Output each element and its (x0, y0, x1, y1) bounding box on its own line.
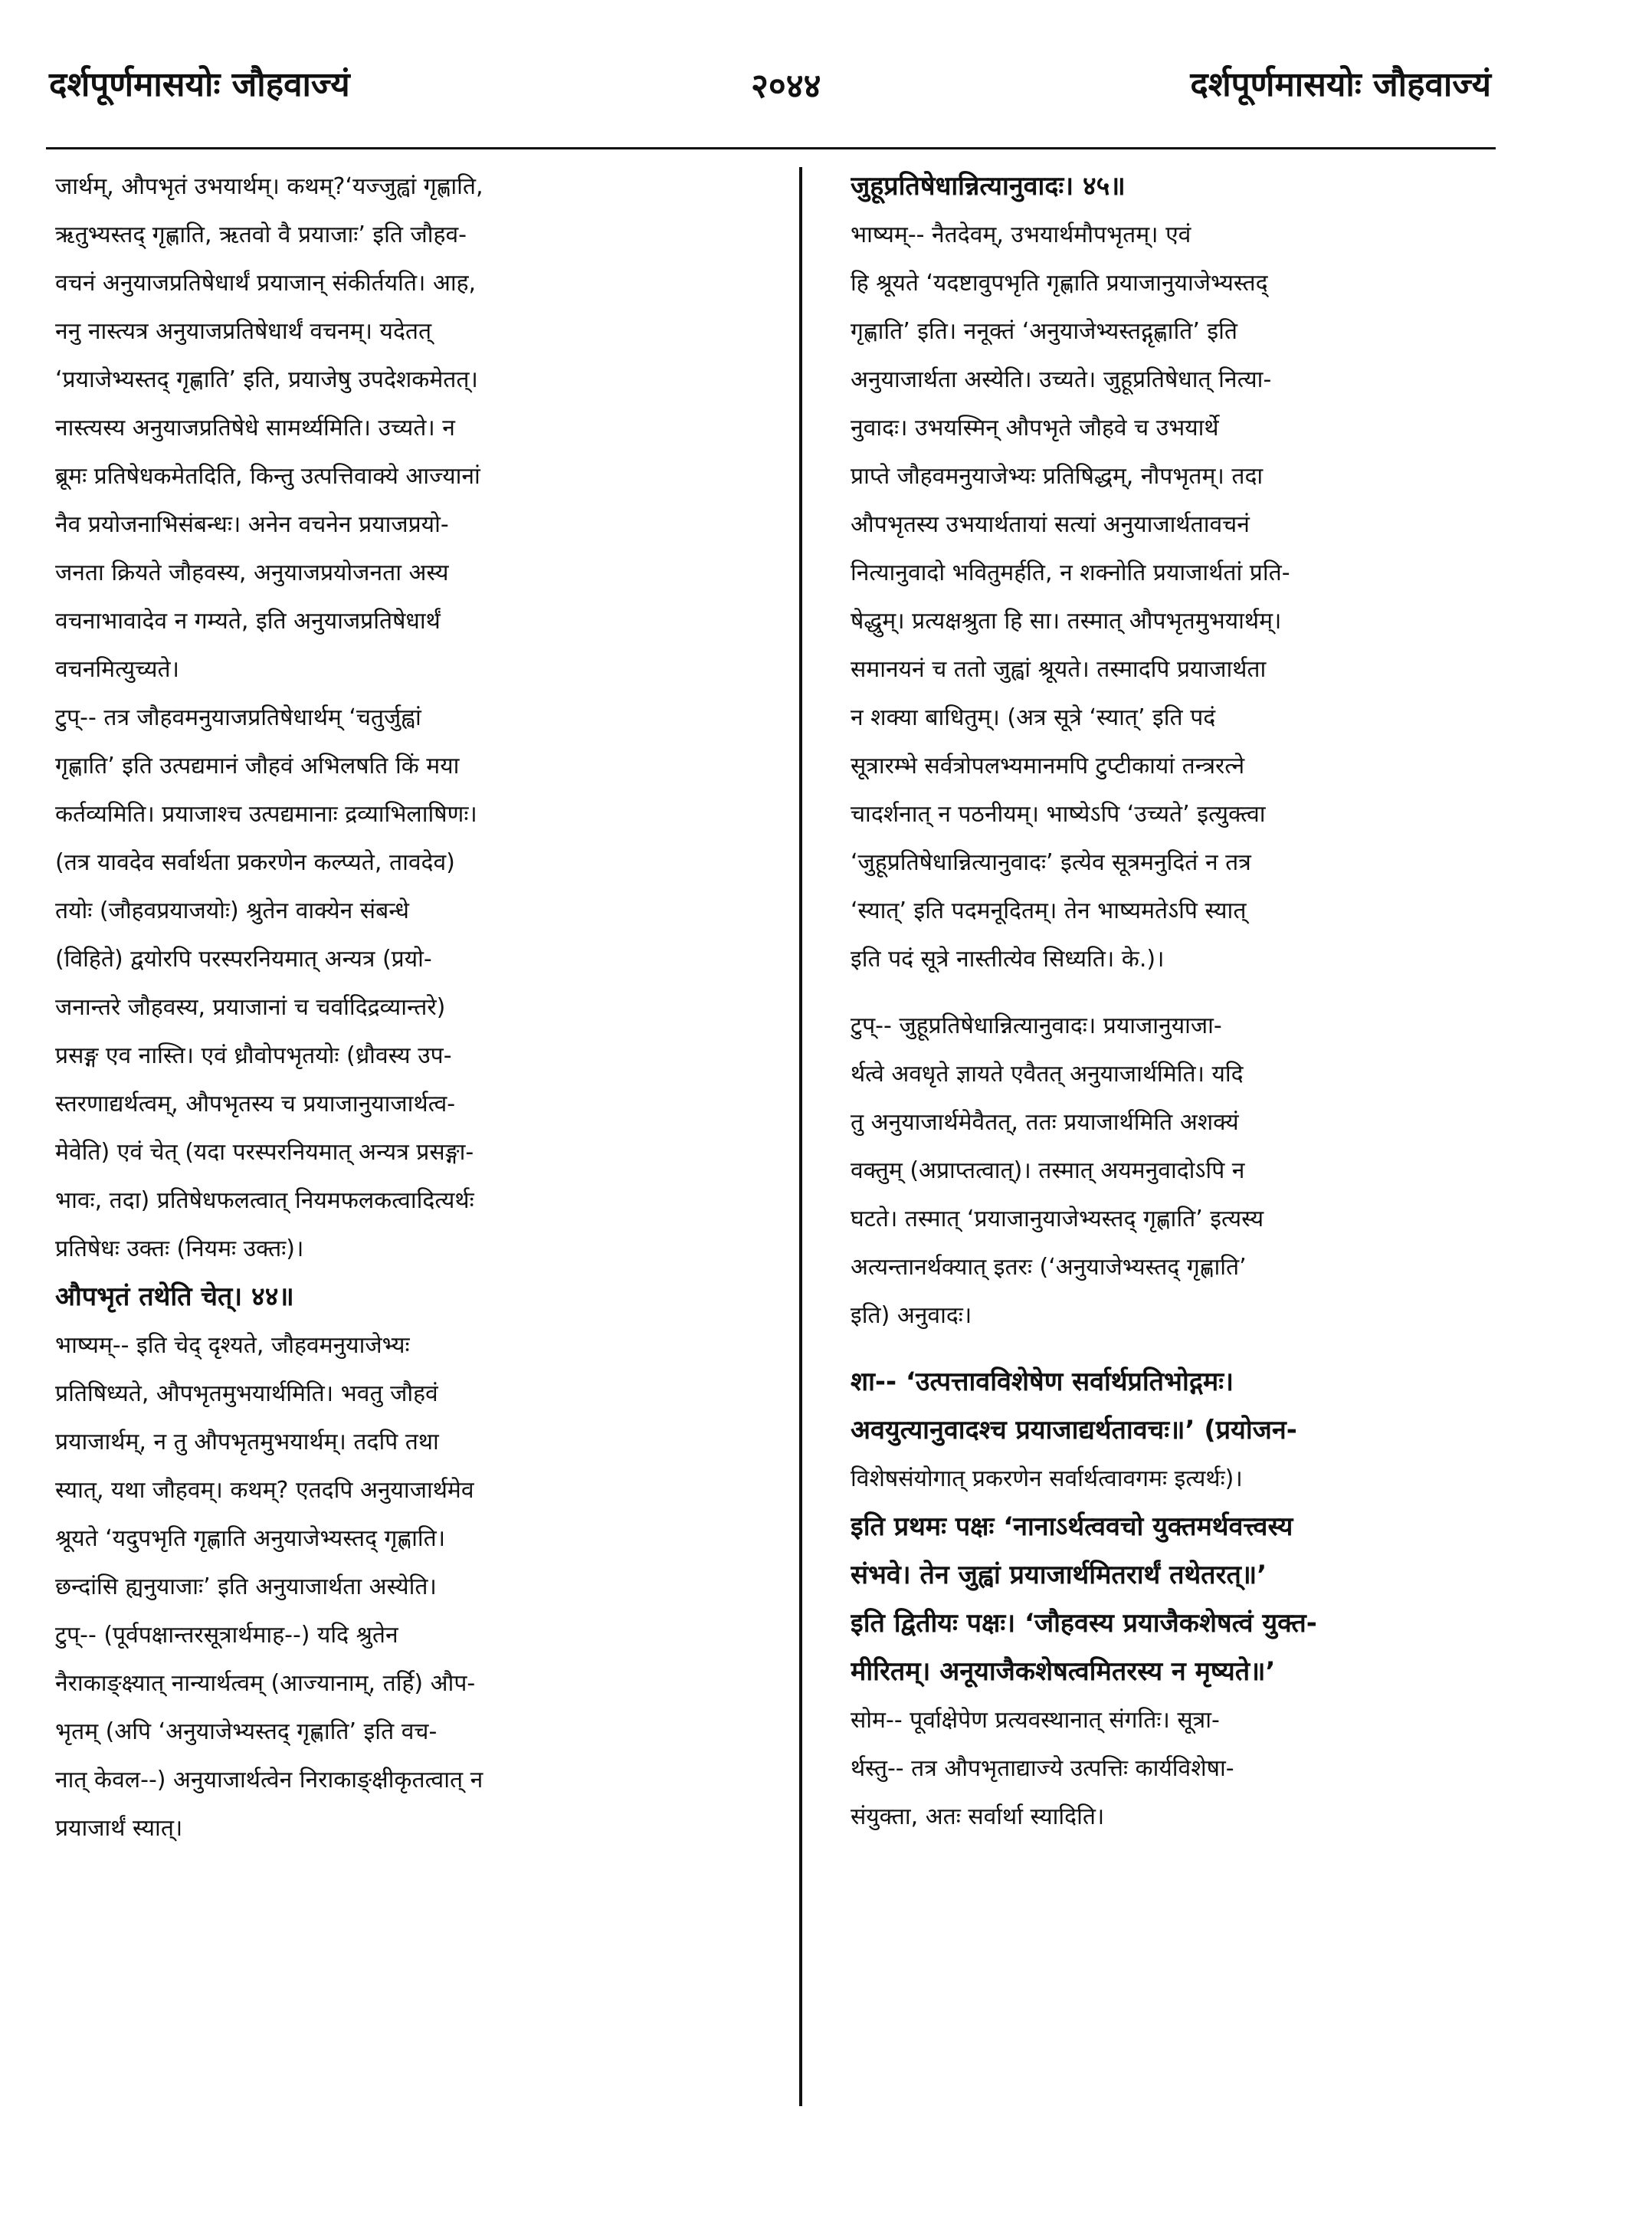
commentary-line: टुप्-- तत्र जौहवमनुयाजप्रतिषेधार्थम् ‘चतुर्जुह्वां (55, 704, 421, 731)
text-line: अनुयाजार्थता अस्येति। उच्यते। जुहूप्रतिषेधात् नित्या- (851, 366, 1272, 393)
text-line: कर्तव्यमिति। प्रयाजाश्च उत्पद्यमानाः द्रव्याभिलाषिणः। (55, 801, 477, 828)
text-line: प्रसङ्ग एव नास्ति। एवं ध्रौवोपभृतयोः (ध्रौवस्य उप- (55, 1042, 452, 1069)
text-line: भृतम् (अपि ‘अनुयाजेभ्यस्तद् गृह्णाति’ इति वच- (55, 1718, 438, 1745)
text-line: नास्त्यस्य अनुयाजप्रतिषेधे सामर्थ्यमिति। उच्यते। न (55, 415, 455, 441)
text-line: नित्यानुवादो भवितुमर्हति, न शक्नोति प्रयाजार्थतां प्रति- (851, 559, 1290, 586)
text-line: प्राप्ते जौहवमनुयाजेभ्यः प्रतिषिद्धम्, नौपभृतम्। तदा (851, 463, 1264, 490)
text-line: इति) अनुवादः। (851, 1302, 972, 1329)
text-line: ननु नास्त्यत्र अनुयाजप्रतिषेधार्थं वचनम्। यदेतत् (55, 318, 432, 345)
verse-line: मीरितम्। अनूयाजैकशेषत्वमितरस्य न मृष्यते॥’ (851, 1656, 1276, 1687)
text-line: इति पदं सूत्रे नास्तीत्येव सिध्यति। के.)। (851, 946, 1165, 973)
sutra-heading: जुहूप्रतिषेधान्नित्यानुवादः। ४५॥ (851, 171, 1126, 202)
text-line: गृह्णाति’ इति उत्पद्यमानं जौहवं अभिलषति किं मया (55, 753, 460, 779)
text-line: तु अनुयाजार्थमेवैतत्, ततः प्रयाजार्थमिति अशक्यं (851, 1109, 1239, 1136)
commentary-line: टुप्-- (पूर्वपक्षान्तरसूत्रार्थमाह--) यदि श्रुतेन (55, 1622, 398, 1649)
text-line: (विहिते) द्वयोरपि परस्परनियमात् अन्यत्र (प्रयो- (55, 946, 432, 973)
text-line: नैव प्रयोजनाभिसंबन्धः। अनेन वचनेन प्रयाजप्रयो- (55, 511, 449, 538)
text-line: समानयनं च ततो जुह्वां श्रूयते। तस्मादपि प्रयाजार्थता (851, 656, 1267, 683)
text-line: (तत्र यावदेव सर्वार्थता प्रकरणेन कल्प्यते, तावदेव) (55, 849, 455, 876)
text-line: वचनाभावादेव न गम्यते, इति अनुयाजप्रतिषेधार्थं (55, 608, 441, 635)
text-line: श्रूयते ‘यदुपभृति गृह्णाति अनुयाजेभ्यस्तद् गृह्णाति। (55, 1525, 446, 1552)
bhashya-line: भाष्यम्-- इति चेद् दृश्यते, जौहवमनुयाजेभ्यः (55, 1332, 410, 1359)
text-line: औपभृतस्य उभयार्थतायां सत्यां अनुयाजार्थतावचनं (851, 511, 1250, 538)
text-line: जनता क्रियते जौहवस्य, अनुयाजप्रयोजनता अस्य (55, 559, 449, 586)
text-line: छन्दांसि ह्यनुयाजाः’ इति अनुयाजार्थता अस्येति। (55, 1573, 437, 1600)
text-line: वक्तुम् (अप्राप्तत्वात्)। तस्मात् अयमनुवादोऽपि न (851, 1157, 1245, 1184)
left-column (55, 162, 768, 2125)
text-line: तयोः (जौहवप्रयाजयोः) श्रुतेन वाक्येन संबन्धे (55, 897, 409, 924)
text-line: प्रतिषेधः उक्तः (नियमः उक्तः)। (55, 1235, 304, 1262)
text-line: हि श्रूयते ‘यदष्टावुपभृति गृह्णाति प्रयाजानुयाजेभ्यस्तद् (851, 270, 1268, 297)
paragraph-gap (851, 983, 1563, 1002)
commentary-line: टुप्-- जुहूप्रतिषेधान्नित्यानुवादः। प्रयाजानुयाजा- (851, 1012, 1222, 1039)
text-line: नुवादः। उभयस्मिन् औपभृते जौहवे च उभयार्थे (851, 415, 1219, 441)
text-line: जार्थम्, औपभृतं उभयार्थम्। कथम्?‘यज्जुह्वां गृह्णाति, (55, 173, 483, 200)
text-line: ‘प्रयाजेभ्यस्तद् गृह्णाति’ इति, प्रयाजेषु उपदेशकमेतत्। (55, 366, 478, 393)
text-line: मेवेति) एवं चेत् (यदा परस्परनियमात् अन्यत्र प्रसङ्गा- (55, 1139, 474, 1166)
verse-line: अवयुत्यानुवादश्च प्रयाजाद्यर्थतावचः॥’ (प्रयोजन- (851, 1415, 1297, 1445)
text-line: संयुक्ता, अतः सर्वार्था स्यादिति। (851, 1803, 1105, 1830)
text-line: घटते। तस्मात् ‘प्रयाजानुयाजेभ्यस्तद् गृह्णाति’ इत्यस्य (851, 1206, 1264, 1232)
paragraph-gap (851, 1340, 1563, 1358)
verse-line: संभवे। तेन जुह्वां प्रयाजार्थमितरार्थं तथेतरत्॥’ (851, 1560, 1267, 1590)
right-column (851, 162, 1563, 2125)
text-line: प्रयाजार्थं स्यात्। (55, 1815, 183, 1842)
running-header (0, 54, 1652, 138)
text-line: सूत्रारम्भे सर्वत्रोपलभ्यमानमपि टुप्टीकायां तन्त्ररत्ने (851, 753, 1245, 779)
text-line: र्थस्तु-- तत्र औपभृताद्याज्ये उत्पत्तिः कार्यविशेषा- (851, 1755, 1234, 1782)
text-line: भावः, तदा) प्रतिषेधफलत्वात् नियमफलकत्वादित्यर्थः (55, 1187, 474, 1214)
page-number: २०४४ (751, 67, 821, 106)
text-line: प्रयाजार्थम्, न तु औपभृतमुभयार्थम्। तदपि तथा (55, 1429, 439, 1455)
text-line: अत्यन्तानर्थक्यात् इतरः (‘अनुयाजेभ्यस्तद् गृह्णाति’ (851, 1254, 1247, 1281)
text-line: ‘स्यात्’ इति पदमनूदितम्। तेन भाष्यमतेऽपि स्यात् (851, 897, 1247, 924)
text-line: चादर्शनात् न पठनीयम्। भाष्येऽपि ‘उच्यते’ इत्युक्त्वा (851, 801, 1266, 828)
text-line: ऋतुभ्यस्तद् गृह्णाति, ऋतवो वै प्रयाजाः’ इति जौहव- (55, 221, 467, 248)
soma-line: सोम-- पूर्वाक्षेपेण प्रत्यवस्थानात् संगतिः। सूत्रा- (851, 1707, 1220, 1734)
header-left-title: दर्शपूर्णमासयोः जौहवाज्यं (49, 65, 350, 104)
header-right-title: दर्शपूर्णमासयोः जौहवाज्यं (1190, 65, 1491, 104)
text-line: स्तरणाद्यर्थत्वम्, औपभृतस्य च प्रयाजानुयाजार्थत्व- (55, 1091, 456, 1117)
text-line: ‘जुहूप्रतिषेधान्नित्यानुवादः’ इत्येव सूत्रमनुदितं न तत्र (851, 849, 1251, 876)
bhashya-line: भाष्यम्-- नैतदेवम्, उभयार्थमौपभृतम्। एवं (851, 221, 1191, 248)
text-line: प्रतिषिध्यते, औपभृतमुभयार्थमिति। भवतु जौहवं (55, 1380, 438, 1407)
sutra-heading: औपभृतं तथेति चेत्। ४४॥ (55, 1281, 294, 1312)
text-line: र्थत्वे अवधृते ज्ञायते एवैतत् अनुयाजार्थमिति। यदि (851, 1061, 1244, 1088)
text-line: वचनं अनुयाजप्रतिषेधार्थं प्रयाजान् संकीर्तयति। आह, (55, 270, 477, 297)
text-line: षेद्धुम्। प्रत्यक्षश्रुता हि सा। तस्मात् औपभृतमुभयार्थम्। (851, 608, 1282, 635)
text-line: स्यात्, यथा जौहवम्। कथम्? एतदपि अनुयाजार्थमेव (55, 1477, 474, 1504)
text-line: न शक्या बाधितुम्। (अत्र सूत्रे ‘स्यात्’ इति पदं (851, 704, 1216, 731)
verse-line: इति प्रथमः पक्षः ‘नानाऽर्थत्ववचो युक्तमर्थवत्त्वस्य (851, 1511, 1293, 1542)
column-divider (799, 167, 802, 2106)
text-line: ब्रूमः प्रतिषेधकमेतदिति, किन्तु उत्पत्तिवाक्ये आज्यानां (55, 463, 480, 490)
text-line: गृह्णाति’ इति। ननूक्तं ‘अनुयाजेभ्यस्तद्गृह्णाति’ इति (851, 318, 1237, 345)
header-rule (46, 147, 1496, 149)
text-line: नात् केवल--) अनुयाजार्थत्वेन निराकाङ्क्षीकृतत्वात् न (55, 1767, 483, 1793)
text-line: वचनमित्युच्यते। (55, 656, 179, 683)
shastradipika-line: शा-- ‘उत्पत्तावविशेषेण सर्वार्थप्रतिभोद्गमः। (851, 1367, 1234, 1397)
verse-line: इति द्वितीयः पक्षः। ‘जौहवस्य प्रयाजैकशेषत्वं युक्त- (851, 1608, 1317, 1639)
text-line: नैराकाङ्क्ष्यात् नान्यार्थत्वम् (आज्यानाम्, तर्हि) औप- (55, 1670, 476, 1697)
text-line: विशेषसंयोगात् प्रकरणेन सर्वार्थत्वावगमः इत्यर्थः)। (851, 1465, 1243, 1492)
text-line: जनान्तरे जौहवस्य, प्रयाजानां च चर्वादिद्रव्यान्तरे) (55, 994, 446, 1021)
